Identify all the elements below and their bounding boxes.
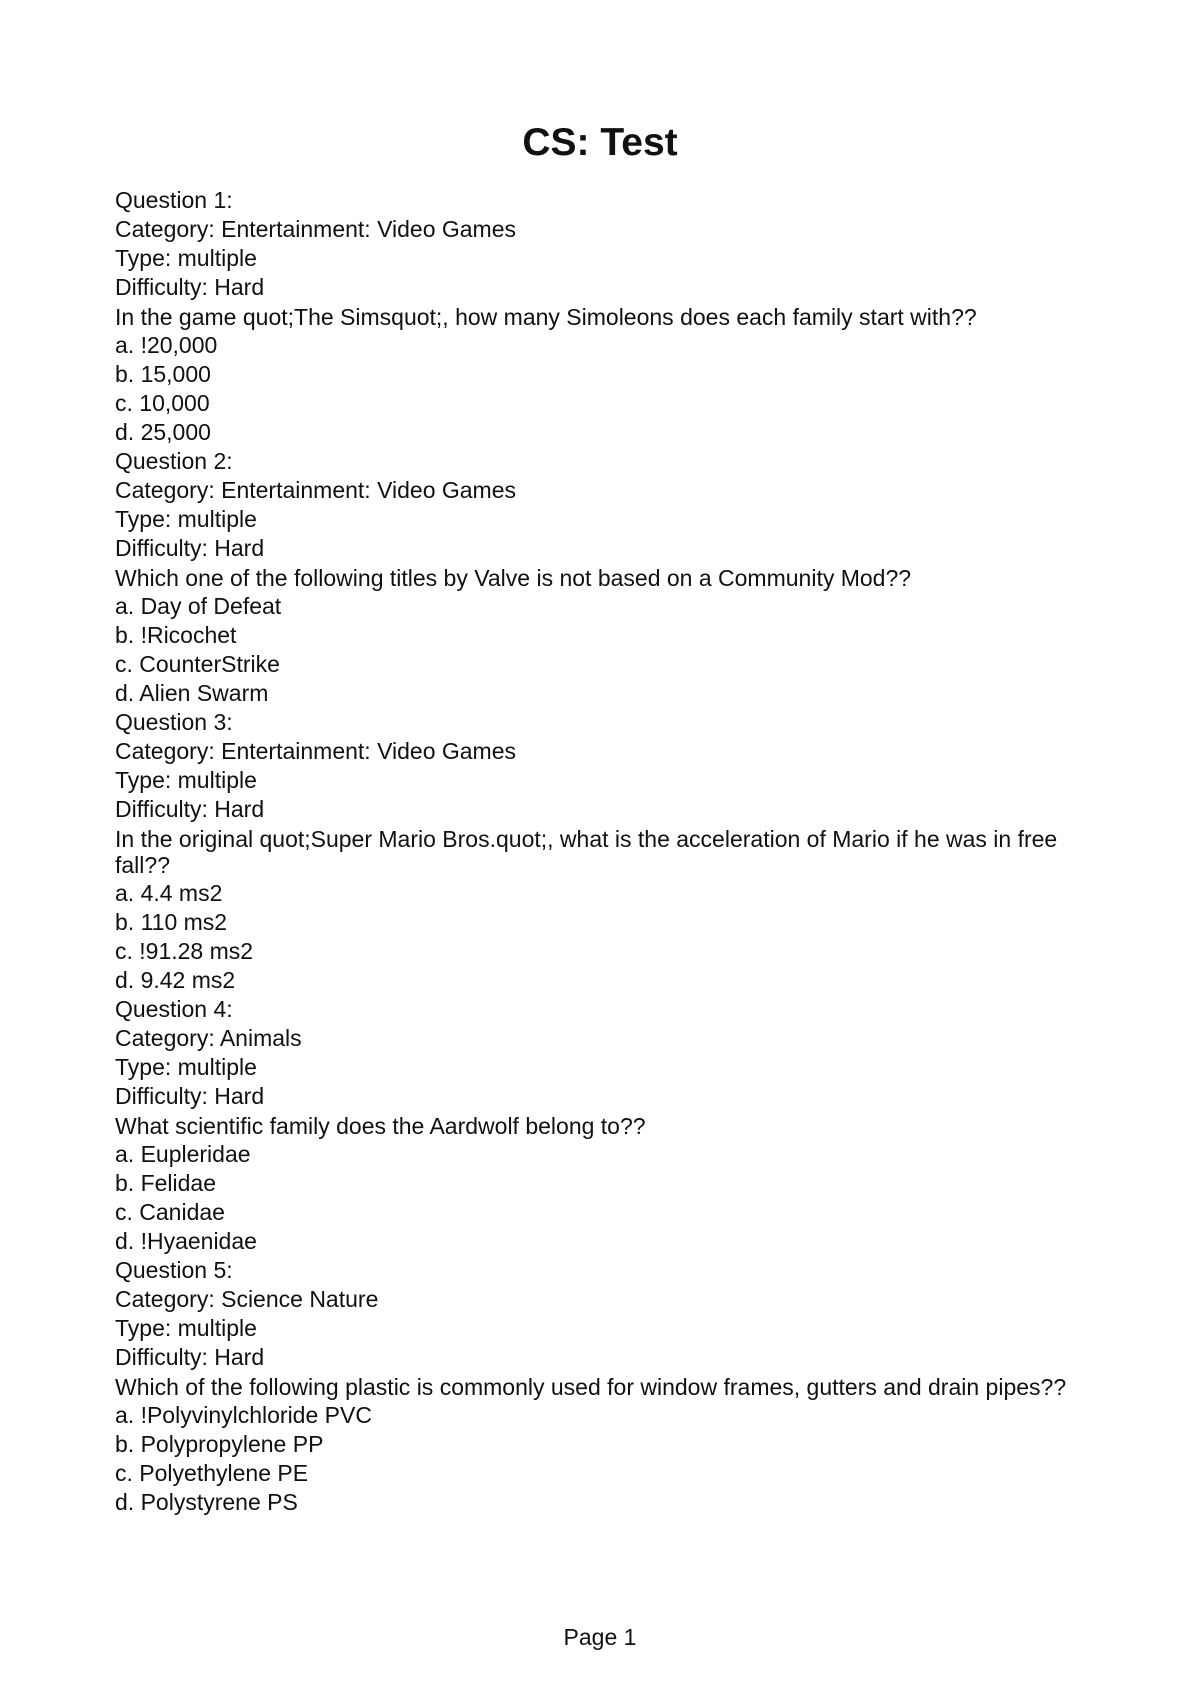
question-difficulty: Difficulty: Hard [115, 535, 265, 561]
question-difficulty: Difficulty: Hard [115, 796, 265, 822]
question-type: Type: multiple [115, 245, 257, 271]
question-heading: Question 3: [115, 709, 233, 735]
question-heading: Question 5: [115, 1257, 233, 1283]
answer-option: a. Eupleridae [115, 1141, 251, 1167]
question-type: Type: multiple [115, 767, 257, 793]
answer-option: b. Felidae [115, 1170, 217, 1196]
answer-option: d. !Hyaenidae [115, 1228, 257, 1254]
answer-option: d. Alien Swarm [115, 680, 269, 706]
question-category: Category: Entertainment: Video Games [115, 477, 517, 503]
question-category: Category: Entertainment: Video Games [115, 216, 517, 242]
question-block [115, 995, 1075, 1256]
question-heading: Question 1: [115, 187, 233, 213]
answer-option: b. 15,000 [115, 361, 211, 387]
question-text: In the game quot;The Simsquot;, how many Simoleons does each family start with?? [115, 304, 977, 330]
question-block [115, 447, 1075, 708]
question-category: Category: Animals [115, 1025, 302, 1051]
answer-option: b. Polypropylene PP [115, 1431, 324, 1457]
answer-option: d. 25,000 [115, 419, 211, 445]
question-type: Type: multiple [115, 1054, 257, 1080]
question-category: Category: Entertainment: Video Games [115, 738, 517, 764]
question-list [115, 186, 1075, 1517]
question-text: Which of the following plastic is commonly used for window frames, gutters and drain pipes?? [115, 1374, 1067, 1400]
question-block [115, 1256, 1075, 1517]
question-heading: Question 4: [115, 996, 233, 1022]
question-type: Type: multiple [115, 1315, 257, 1341]
answer-option: b. 110 ms2 [115, 909, 228, 935]
answer-option: a. Day of Defeat [115, 593, 282, 619]
answer-option: c. CounterStrike [115, 651, 280, 677]
question-text: What scientific family does the Aardwolf belong to?? [115, 1113, 646, 1139]
question-type: Type: multiple [115, 506, 257, 532]
question-block [115, 708, 1075, 995]
answer-option: a. 4.4 ms2 [115, 880, 223, 906]
question-text: In the original quot;Super Mario Bros.quot;, what is the acceleration of Mario if he was in free fall?? [115, 826, 1058, 878]
question-block [115, 186, 1075, 447]
answer-option: c. Canidae [115, 1199, 225, 1225]
question-category: Category: Science Nature [115, 1286, 379, 1312]
answer-option: c. Polyethylene PE [115, 1460, 309, 1486]
document-title: CS: Test [522, 121, 678, 164]
question-difficulty: Difficulty: Hard [115, 274, 265, 300]
answer-option: d. 9.42 ms2 [115, 967, 236, 993]
question-difficulty: Difficulty: Hard [115, 1344, 265, 1370]
answer-option: d. Polystyrene PS [115, 1489, 298, 1515]
question-heading: Question 2: [115, 448, 233, 474]
question-text: Which one of the following titles by Valve is not based on a Community Mod?? [115, 565, 912, 591]
answer-option: c. 10,000 [115, 390, 210, 416]
answer-option: a. !20,000 [115, 332, 218, 358]
answer-option: b. !Ricochet [115, 622, 237, 648]
page-number: Page 1 [563, 1624, 637, 1650]
answer-option: a. !Polyvinylchloride PVC [115, 1402, 372, 1428]
question-difficulty: Difficulty: Hard [115, 1083, 265, 1109]
answer-option: c. !91.28 ms2 [115, 938, 254, 964]
